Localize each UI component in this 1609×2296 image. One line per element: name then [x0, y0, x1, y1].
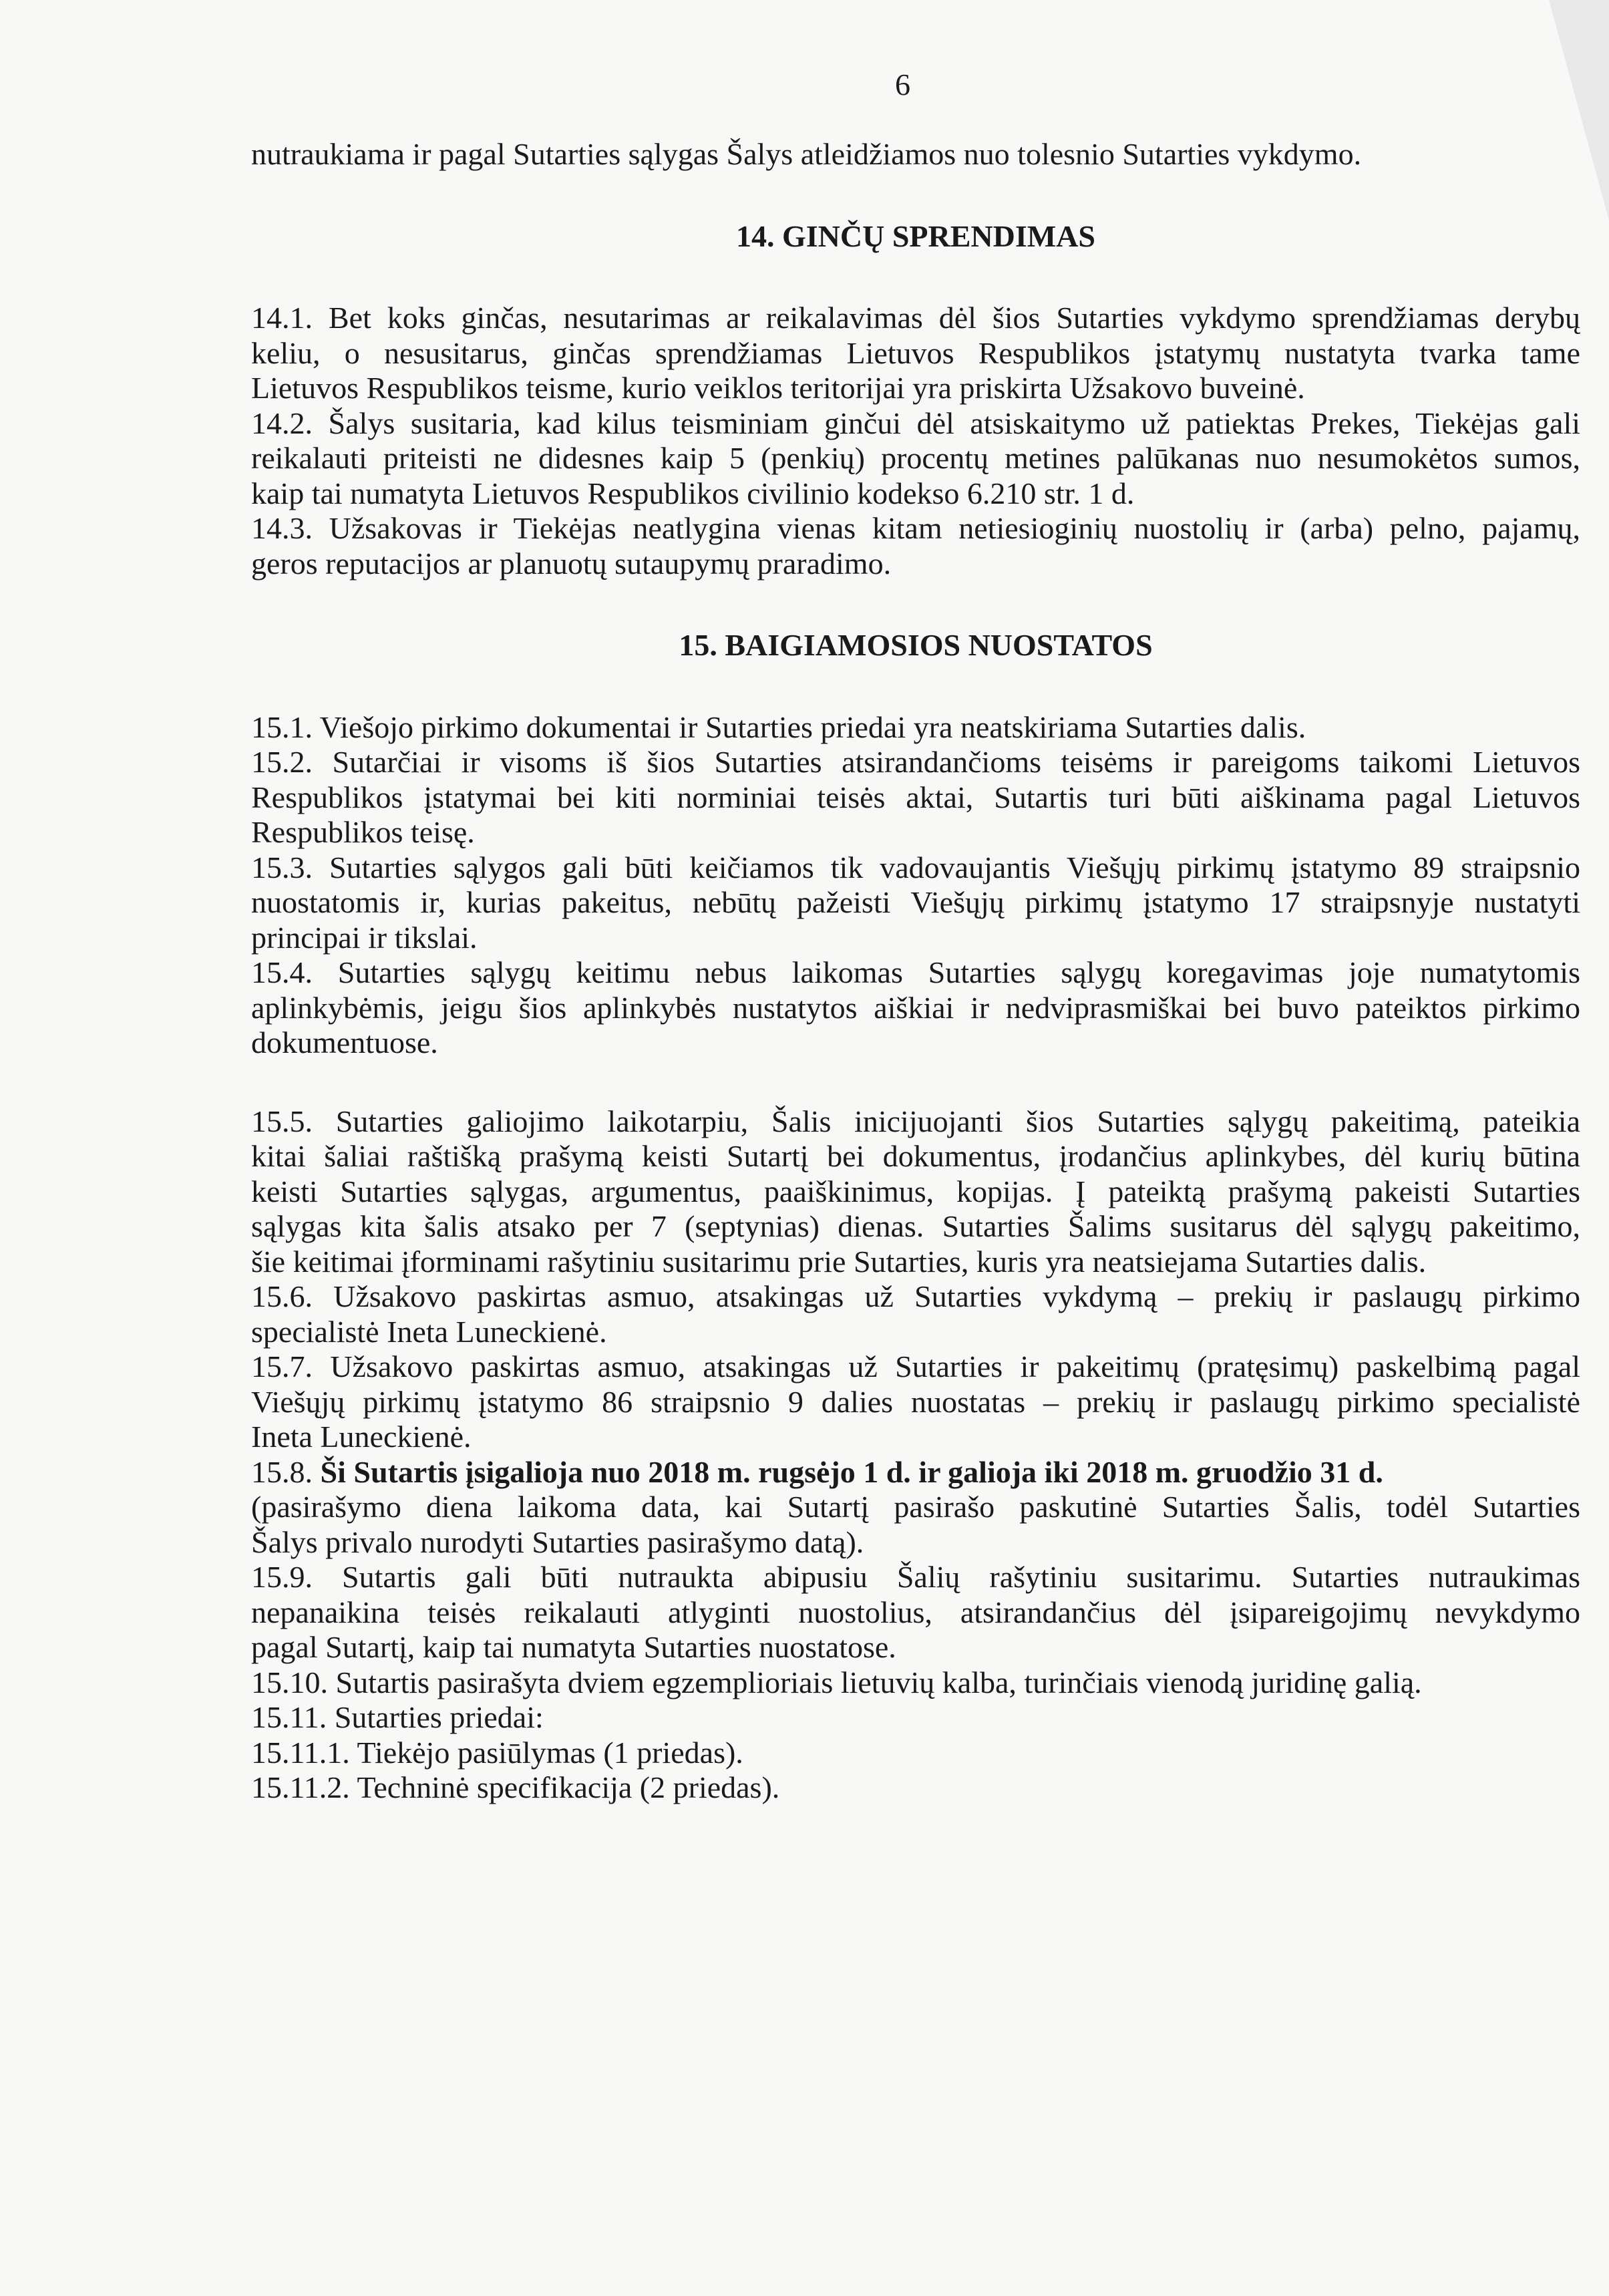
clause-paragraph [251, 1560, 1580, 1665]
text-line: kaip tai numatyta Lietuvos Respublikos civilinio kodekso 6.210 str. 1 d. [251, 476, 1135, 510]
text-line: nutraukiama ir pagal Sutarties sąlygas Šalys atleidžiamos nuo tolesnio Sutarties vykdymo. [251, 137, 1362, 171]
text-line: keisti Sutarties sąlygas, argumentus, paaiškinimus, kopijas. Į pateiktą prašymą pakeisti Sutarties [251, 1174, 1580, 1208]
text-line: Viešųjų pirkimų įstatymo 86 straipsnio 9 dalies nuostatas – prekių ir paslaugų pirkimo specialistė [251, 1384, 1580, 1419]
text-line: dokumentuose. [251, 1025, 438, 1059]
clause-number: 15.8. [251, 1454, 321, 1489]
clause-paragraph [251, 1770, 1580, 1806]
clause-paragraph [251, 1104, 1580, 1280]
text-line: principai ir tikslai. [251, 920, 478, 955]
clause-paragraph [251, 745, 1580, 850]
bold-text: Ši Sutartis įsigalioja nuo 2018 m. rugsėjo 1 d. ir galioja iki 2018 m. gruodžio 31 d. [320, 1454, 1383, 1489]
text-line: keliu, o nesusitarus, ginčas sprendžiamas Lietuvos Respublikos įstatymų nustatyta tvarka tame [251, 335, 1580, 370]
clause-paragraph [251, 511, 1580, 581]
clause-paragraph [251, 1279, 1580, 1349]
clause-paragraph [251, 1349, 1580, 1455]
text-line: nepanaikina teisės reikalauti atlyginti nuostolius, atsirandančius dėl įsipareigojimų nevykdymo [251, 1595, 1580, 1629]
clause-paragraph [251, 301, 1580, 406]
text-line: nuostatomis ir, kurias pakeitus, nebūtų pažeisti Viešųjų pirkimų įstatymo 17 straipsnyje nustatyti [251, 885, 1580, 919]
clause-paragraph [251, 1665, 1580, 1701]
text-line: specialistė Ineta Luneckienė. [251, 1314, 607, 1349]
text-line: pagal Sutartį, kaip tai numatyta Sutarties nuostatose. [251, 1630, 896, 1664]
text-line: 15.1. Viešojo pirkimo dokumentai ir Sutarties priedai yra neatskiriama Sutarties dalis. [251, 709, 1306, 744]
text-line: kitai šaliai raštišką prašymą keisti Sutartį bei dokumentus, įrodančius aplinkybes, dėl kurių būtina [251, 1139, 1580, 1173]
text-line: Respublikos įstatymai bei kiti norminiai teisės aktai, Sutartis turi būti aiškinama pagal Lietuvos [251, 780, 1580, 814]
text-line: 15.5. Sutarties galiojimo laikotarpiu, Šalis inicijuojanti šios Sutarties sąlygų pakeitimą, pateikia [251, 1104, 1580, 1138]
text-line: 15.3. Sutarties sąlygos gali būti keičiamos tik vadovaujantis Viešųjų pirkimų įstatymo 89 straipsnio [251, 850, 1580, 884]
text-line [251, 1455, 1580, 1490]
text-line: 15.10. Sutartis pasirašyta dviem egzemplioriais lietuvių kalba, turinčiais vienodą juridinę galią. [251, 1665, 1422, 1699]
text-line: (pasirašymo diena laikoma data, kai Sutartį pasirašo paskutinė Sutarties Šalis, todėl Sutarties [251, 1490, 1580, 1524]
text-line: šie keitimai įforminami rašytiniu susitarimu prie Sutarties, kuris yra neatsiejama Sutarties dalis. [251, 1244, 1427, 1279]
text-line: Lietuvos Respublikos teisme, kurio veiklos teritorijai yra priskirta Užsakovo buveinė. [251, 371, 1305, 405]
clause-paragraph [251, 1700, 1580, 1736]
text-line: 14.2. Šalys susitaria, kad kilus teisminiam ginčui dėl atsiskaitymo už patiektas Prekes, Tiekėjas gali [251, 405, 1580, 440]
text-line: Ineta Luneckienė. [251, 1420, 472, 1454]
clause-paragraph [251, 1455, 1580, 1561]
clause-paragraph [251, 955, 1580, 1061]
text-line: sąlygas kita šalis atsako per 7 (septynias) dienas. Sutarties Šalims susitarus dėl sąlygų pakeitimo, [251, 1209, 1580, 1243]
clause-paragraph [251, 850, 1580, 956]
text-line: Šalys privalo nurodyti Sutarties pasirašymo datą). [251, 1524, 864, 1559]
text-line: 15.7. Užsakovo paskirtas asmuo, atsakingas už Sutarties ir pakeitimų (pratęsimų) paskelbimą pagal [251, 1349, 1580, 1383]
clause-paragraph [251, 710, 1580, 746]
text-line: 15.6. Užsakovo paskirtas asmuo, atsakingas už Sutarties vykdymą – prekių ir paslaugų pirkimo [251, 1279, 1580, 1313]
text-line: 15.11.2. Techninė specifikacija (2 priedas). [251, 1770, 780, 1804]
text-line: reikalauti priteisti ne didesnes kaip 5 (penkių) procentų metines palūkanas nuo nesumokėtos sumos, [251, 441, 1580, 475]
text-line: aplinkybėmis, jeigu šios aplinkybės nustatytos aiškiai ir nedviprasmiškai bei buvo pateiktos pirkimo [251, 990, 1580, 1025]
clause-paragraph [251, 406, 1580, 512]
text-line: 14.1. Bet koks ginčas, nesutarimas ar reikalavimas dėl šios Sutarties vykdymo sprendžiamas derybų [251, 301, 1580, 335]
spacer [251, 1061, 1580, 1104]
page-number: 6 [895, 67, 910, 102]
section-heading: 14. GINČŲ SPRENDIMAS [736, 218, 1095, 253]
clause-paragraph [251, 1736, 1580, 1771]
text-line: 15.11. Sutarties priedai: [251, 1700, 544, 1734]
text-line: 15.11.1. Tiekėjo pasiūlymas (1 priedas). [251, 1735, 743, 1770]
text-line: 15.9. Sutartis gali būti nutraukta abipusiu Šalių rašytiniu susitarimu. Sutarties nutraukimas [251, 1560, 1580, 1594]
section-heading: 15. BAIGIAMOSIOS NUOSTATOS [679, 628, 1153, 662]
text-line: Respublikos teisę. [251, 815, 475, 849]
text-line: geros reputacijos ar planuotų sutaupymų praradimo. [251, 546, 892, 581]
text-line: 14.3. Užsakovas ir Tiekėjas neatlygina vienas kitam netiesioginių nuostolių ir (arba) pelno, pajamų, [251, 511, 1580, 545]
text-line: 15.4. Sutarties sąlygų keitimu nebus laikomas Sutarties sąlygų koregavimas joje numatytomis [251, 955, 1580, 989]
clause-paragraph [251, 137, 1580, 172]
text-line: 15.2. Sutarčiai ir visoms iš šios Sutarties atsirandančioms teisėms ir pareigoms taikomi Lietuvos [251, 745, 1580, 779]
document-body [251, 137, 1580, 1806]
